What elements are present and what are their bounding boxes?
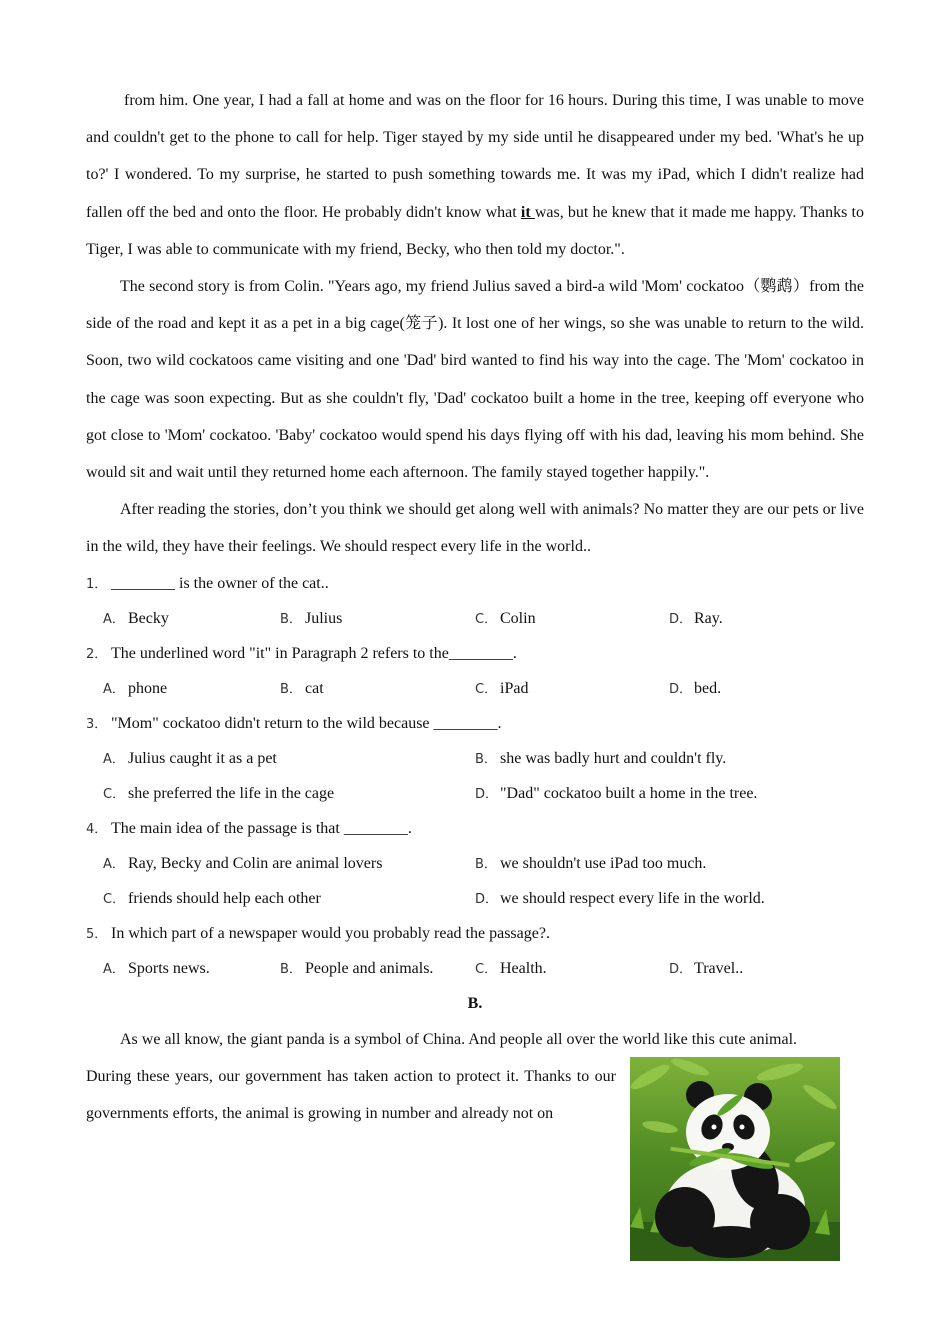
option-b[interactable]: B． Julius	[280, 609, 343, 627]
option-b[interactable]: B． she was badly hurt and couldn't fly.	[475, 749, 727, 767]
document-page	[86, 82, 864, 1132]
option-d[interactable]: D． "Dad" cockatoo built a home in the tree.	[475, 784, 758, 802]
question-2: 2． The underlined word "it" in Paragraph 2 refers to the________.	[86, 644, 517, 662]
section-b	[86, 1021, 864, 1133]
question-5-options	[86, 951, 864, 986]
option-d[interactable]: D． bed.	[669, 679, 722, 697]
option-c[interactable]: C． Health.	[475, 959, 547, 977]
question-3-options-row-1	[86, 741, 864, 776]
question-3: 3． "Mom" cockatoo didn't return to the wild because ________.	[86, 714, 502, 732]
section-b-heading: B.	[467, 994, 483, 1012]
option-a[interactable]: A． Becky	[103, 609, 169, 627]
option-a[interactable]: A． phone	[103, 679, 168, 697]
question-4-options-row-1	[86, 846, 864, 881]
option-c[interactable]: C． iPad	[475, 679, 529, 697]
passage-a-paragraph-3: After reading the stories, don’t you think we should get along well with animals? No matter they are our pets or live in the wild, they have their feelings. We should respect every life in the world..	[86, 501, 864, 556]
option-a[interactable]: A． Sports news.	[103, 959, 210, 977]
option-b[interactable]: B． we shouldn't use iPad too much.	[475, 854, 707, 872]
option-b[interactable]: B． People and animals.	[280, 959, 434, 977]
question-4: 4． The main idea of the passage is that ________.	[86, 819, 412, 837]
panda-illustration	[630, 1057, 840, 1261]
giant-panda-image	[630, 1057, 840, 1261]
question-2-options	[86, 671, 864, 706]
option-b[interactable]: B． cat	[280, 679, 324, 697]
question-3-options-row-2	[86, 776, 864, 811]
question-1: 1． ________ is the owner of the cat..	[86, 574, 329, 592]
question-5: 5． In which part of a newspaper would you probably read the passage?.	[86, 924, 550, 942]
question-4-options-row-2	[86, 881, 864, 916]
option-d[interactable]: D． Ray.	[669, 609, 723, 627]
section-b-paragraph-line-1: As we all know, the giant panda is a symbol of China. And people all over the world like this cute animal.	[120, 1030, 798, 1048]
question-1-options	[86, 601, 864, 636]
option-a[interactable]: A． Ray, Becky and Colin are animal lovers	[103, 854, 383, 872]
option-c[interactable]: C． Colin	[475, 609, 536, 627]
underlined-word-it: it	[520, 203, 535, 221]
passage-a-paragraph-1: from him. One year, I had a fall at home and was on the floor for 16 hours. During this time, I was unable to move and couldn't get to the phone to call for help. Tiger stayed by my side until he disappeared under my bed. 'What's he up to?' I wondered. To my surprise, he started to push something towards me. It was my iPad, which I didn't realize had fallen off the bed and onto the floor. He probably didn't know what it was, but he knew that it made me happy. Thanks to Tiger, I was able to communicate with my friend, Becky, who then told my doctor.".	[86, 92, 865, 258]
option-a[interactable]: A． Julius caught it as a pet	[103, 749, 277, 767]
passage-a-paragraph-2: The second story is from Colin. "Years ago, my friend Julius saved a bird-a wild 'Mom' cockatoo（鹦鹉）from the side of the road and kept it as a pet in a big cage(笼子). It lost one of her wings, so she was unable to return to the wild. Soon, two wild cockatoos came visiting and one 'Dad' bird wanted to find his way into the cage. The 'Mom' cockatoo in the cage was soon expecting. But as she couldn't fly, 'Dad' cockatoo built a home in the tree, keeping off everyone who got close to 'Mom' cockatoo. 'Baby' cockatoo would spend his days flying off with his dad, leaving his mom behind. She would sit and wait until they returned home each afternoon. The family stayed together happily.".	[86, 278, 864, 482]
section-b-paragraph-rest: During these years, our government has taken action to protect it. Thanks to our governments efforts, the animal is growing in number and already not on	[86, 1067, 616, 1123]
option-c[interactable]: C． she preferred the life in the cage	[103, 784, 335, 802]
option-c[interactable]: C． friends should help each other	[103, 889, 321, 907]
option-d[interactable]: D． Travel..	[669, 959, 744, 977]
option-d[interactable]: D． we should respect every life in the world.	[475, 889, 765, 907]
